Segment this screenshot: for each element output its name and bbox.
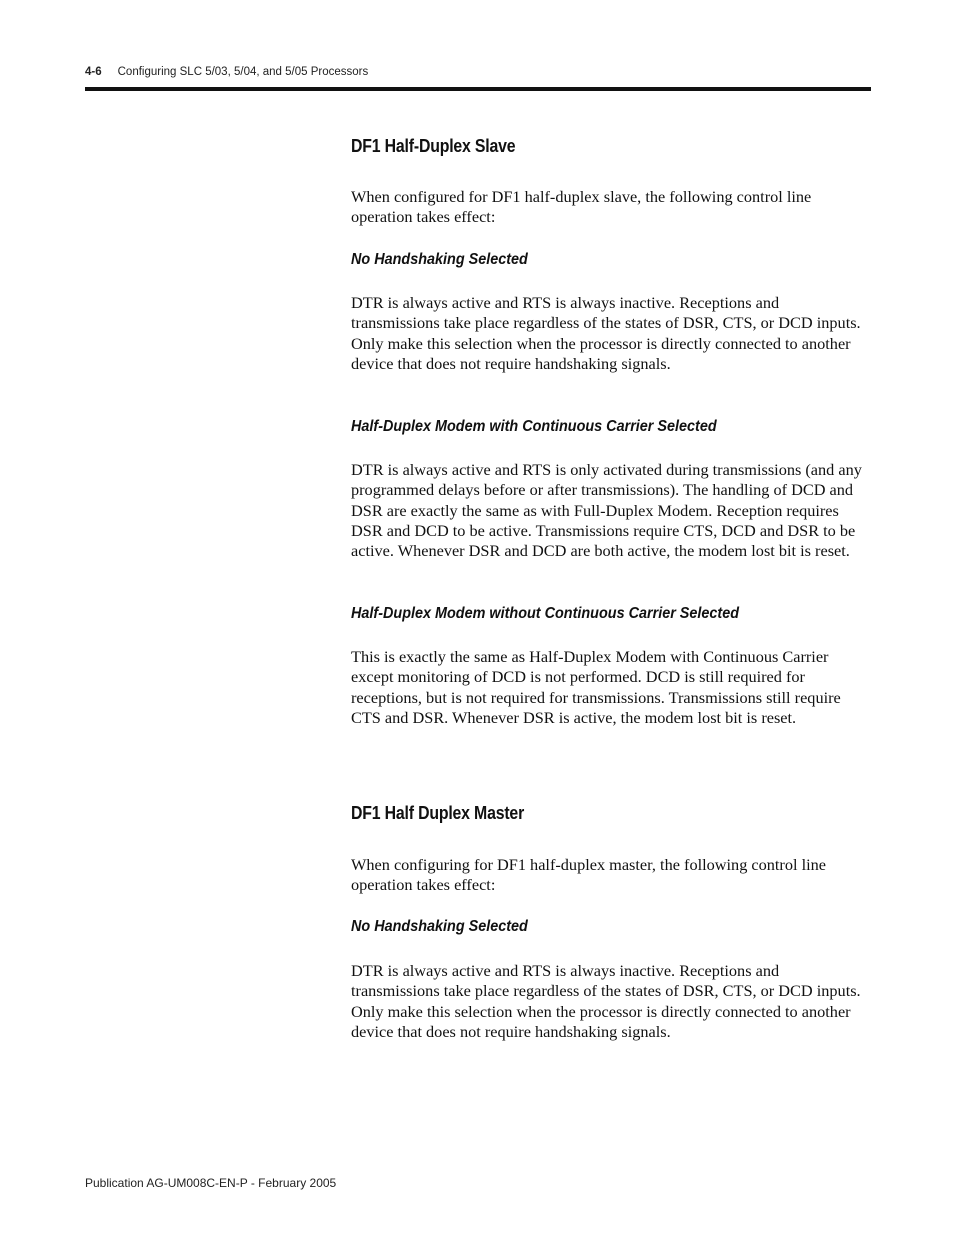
subsection-body-master-no-handshaking: DTR is always active and RTS is always inactive. Receptions and transmissions take place regardless of the states of DSR, CTS, or DCD inputs. Only make this selection when the processor is directly connected to another device that does not require handshaking signals. bbox=[351, 961, 861, 1041]
subsection-title-slave-no-handshaking: No Handshaking Selected bbox=[351, 251, 528, 268]
subsection-body-slave-without-continuous-carrier: This is exactly the same as Half-Duplex Modem with Continuous Carrier except monitoring of DCD is not performed. DCD is still required for receptions, but is not required for transmissions. Transmissions still require CTS and DSR. Whenever DSR is active, the modem lost bit is reset. bbox=[351, 647, 841, 727]
section-intro-half-duplex-master: When configuring for DF1 half-duplex master, the following control line operation takes effect: bbox=[351, 855, 827, 895]
subsection-body-slave-continuous-carrier: DTR is always active and RTS is only activated during transmissions (and any programmed delays before or after transmissions). The handling of DCD and DSR are exactly the same as with Full-Duplex Modem. Reception requires DSR and DCD to be active. Transmissions require CTS, DCD and DSR to be active. Whenever DSR and DCD are both active, the modem lost bit is reset. bbox=[351, 460, 862, 561]
subsection-body-slave-no-handshaking: DTR is always active and RTS is always inactive. Receptions and transmissions take place regardless of the states of DSR, CTS, or DCD inputs. Only make this selection when the processor is directly connected to another device that does not require handshaking signals. bbox=[351, 293, 861, 373]
page-number: 4-6 bbox=[85, 66, 102, 78]
page-header bbox=[85, 66, 368, 78]
subsection-title-master-no-handshaking: No Handshaking Selected bbox=[351, 918, 528, 935]
subsection-title-slave-continuous-carrier: Half-Duplex Modem with Continuous Carrier Selected bbox=[351, 418, 717, 435]
section-intro-half-duplex-slave: When configured for DF1 half-duplex slave, the following control line operation takes effect: bbox=[351, 187, 812, 227]
section-heading-half-duplex-slave: DF1 Half-Duplex Slave bbox=[351, 136, 516, 156]
header-rule bbox=[85, 87, 871, 91]
chapter-title: Configuring SLC 5/03, 5/04, and 5/05 Processors bbox=[117, 66, 369, 78]
section-heading-half-duplex-master: DF1 Half Duplex Master bbox=[351, 803, 525, 823]
subsection-title-slave-without-continuous-carrier: Half-Duplex Modem without Continuous Carrier Selected bbox=[351, 605, 740, 622]
page-footer: Publication AG-UM008C-EN-P - February 2005 bbox=[85, 1176, 337, 1190]
